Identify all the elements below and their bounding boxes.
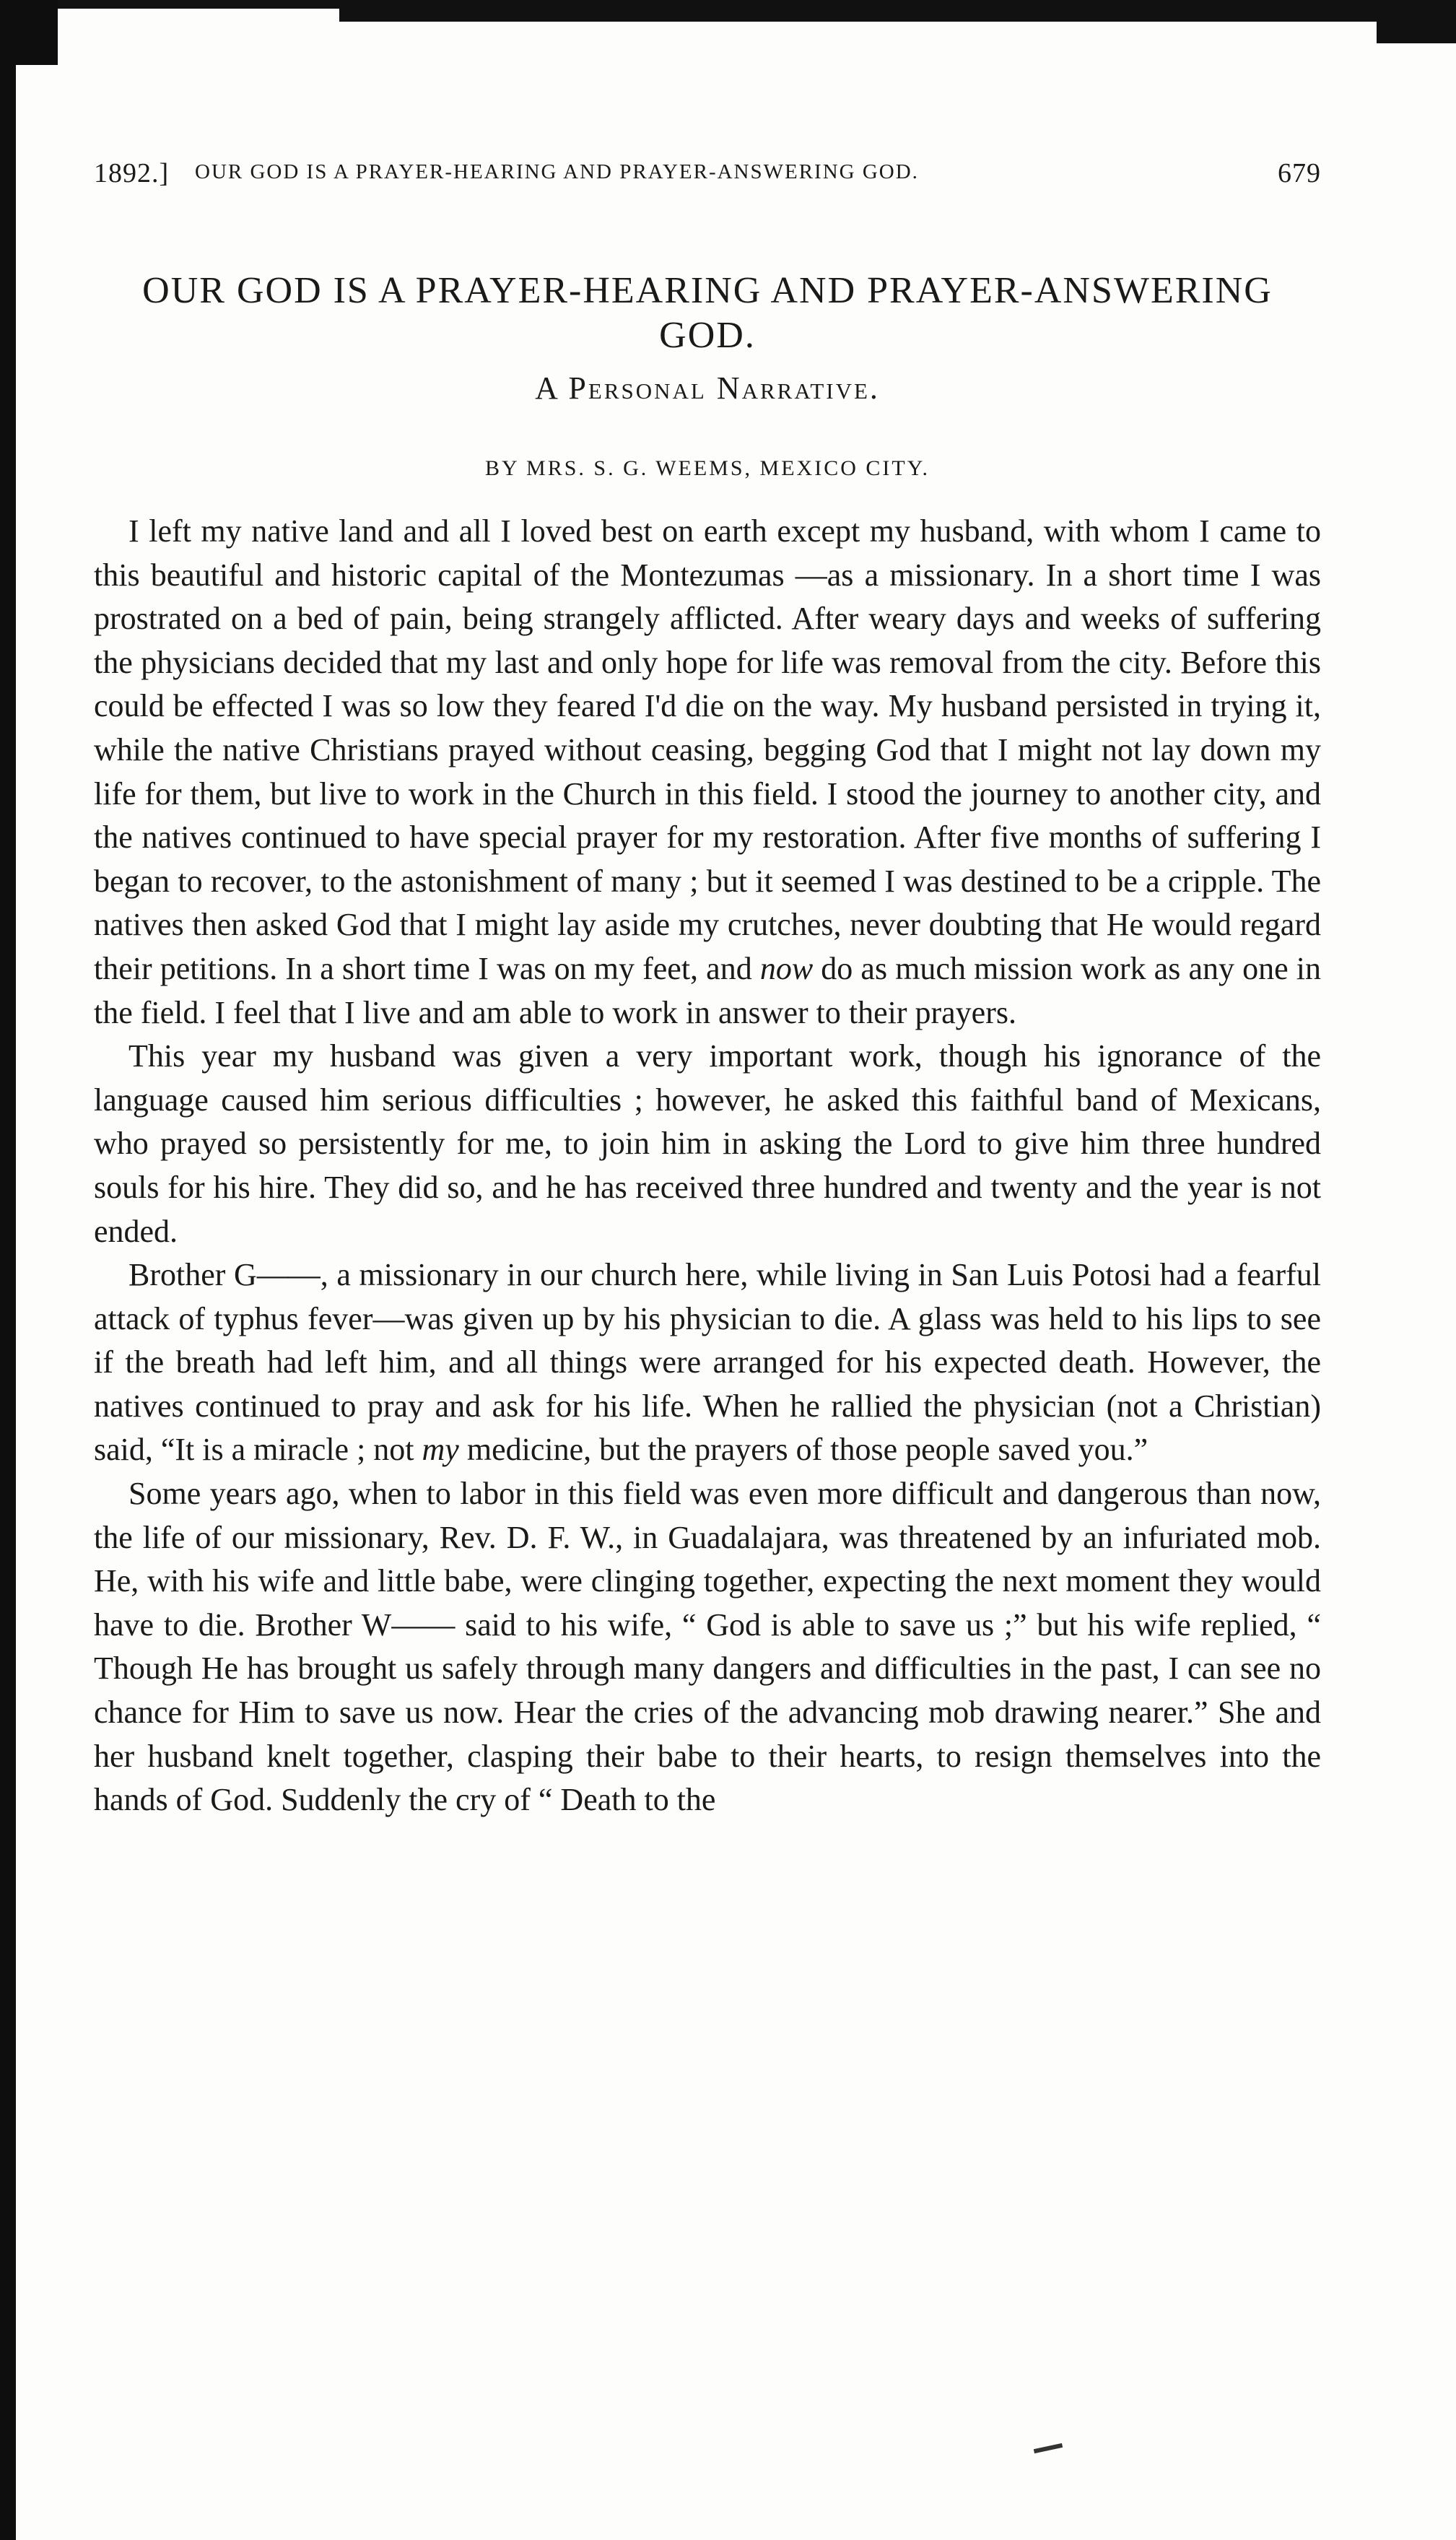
paragraph-4 xyxy=(94,1472,1321,1822)
page-number: 679 xyxy=(1278,158,1321,188)
paragraph-2-text: This year my husband was given a very important work, though his ignorance of the language caused him serious difficulties ; however, he asked this faithful band of Mexicans, who prayed so persistently for me, to join him in asking the Lord to give him three hundred souls for his hire. They did so, and he has received three hundred and twenty and the year is not ended. xyxy=(94,1038,1321,1249)
scan-edge-top-thin xyxy=(58,0,346,9)
paragraph-3-text: Brother G——, a missionary in our church here, while living in San Luis Potosi had a fearful attack of typhus fever—was given up by his physician to die. A glass was held to his lips to see if the breath had left him, and all things were arranged for his expected death. However, the natives continued to pray and ask for his life. When he rallied the physician (not a Christian) said, “It is a miracle ; not xyxy=(94,1257,1321,1468)
scan-edge-top-right xyxy=(1377,0,1456,43)
scan-edge-left xyxy=(0,0,16,2540)
paragraph-1-text: I left my native land and all I loved best on earth except my husband, with whom I came to this beautiful and historic capital of the Montezumas —as a missionary. In a short time I was prostrated on a bed of pain, being strangely afflicted. After weary days and weeks of suffering the physicians decided that my last and only hope for life was removal from the city. Before this could be effected I was so low they feared I'd die on the way. My husband persisted in trying it, while the native Christians prayed without ceasing, begging God that I might not lay down my life for them, but live to work in the Church in this field. I stood the journey to another city, and the natives continued to have special prayer for my restoration. After five months of suffering I began to recover, to the astonishment of many ; but it seemed I was destined to be a cripple. The natives then asked God that I might lay aside my crutches, never doubting that He would regard their petitions. In a short time I was on my feet, and xyxy=(94,513,1321,986)
article-byline: BY MRS. S. G. WEEMS, MEXICO CITY. xyxy=(484,456,930,480)
running-head-year: 1892.] xyxy=(94,158,170,188)
scan-edge-top xyxy=(339,0,1456,22)
scan-edge-corner xyxy=(0,0,58,65)
paragraph-1-text-after: do as much mission work as any one in the field. I feel that I live and am able to work in answer to their prayers. xyxy=(94,950,1321,1030)
paragraph-4-text: Some years ago, when to labor in this field was even more difficult and dangerous than now, the life of our missionary, Rev. D. F. W., in Guadalajara, was threatened by an infuriated mob. He, with his wife and little babe, were clinging together, expecting the next moment they would have to die. Brother W—— said to his wife, “ God is able to save us ;” but his wife replied, “ Though He has brought us safely through many dangers and difficulties in the past, I can see no chance for Him to save us now. Hear the cries of the advancing mob drawing nearer.” She and her husband knelt together, clasping their babe to their hearts, to resign themselves into the hands of God. Suddenly the cry of “ Death to the xyxy=(94,1476,1321,1818)
paragraph-3-emphasis: my xyxy=(422,1432,459,1468)
article-subtitle: A Personal Narrative. xyxy=(535,370,880,406)
paragraph-1-emphasis: now xyxy=(759,950,814,986)
paragraph-3 xyxy=(94,1253,1321,1472)
article-title: OUR GOD IS A PRAYER-HEARING AND PRAYER-ANSWERING GOD. xyxy=(142,270,1273,356)
ink-smudge xyxy=(1034,2443,1063,2453)
paragraph-1 xyxy=(94,510,1321,1035)
running-head-title: OUR GOD IS A PRAYER-HEARING AND PRAYER-ANSWERING GOD. xyxy=(195,160,919,183)
paragraph-2 xyxy=(94,1035,1321,1253)
paragraph-3-text-after: medicine, but the prayers of those people saved you.” xyxy=(458,1432,1148,1468)
article-body xyxy=(94,510,1321,1822)
